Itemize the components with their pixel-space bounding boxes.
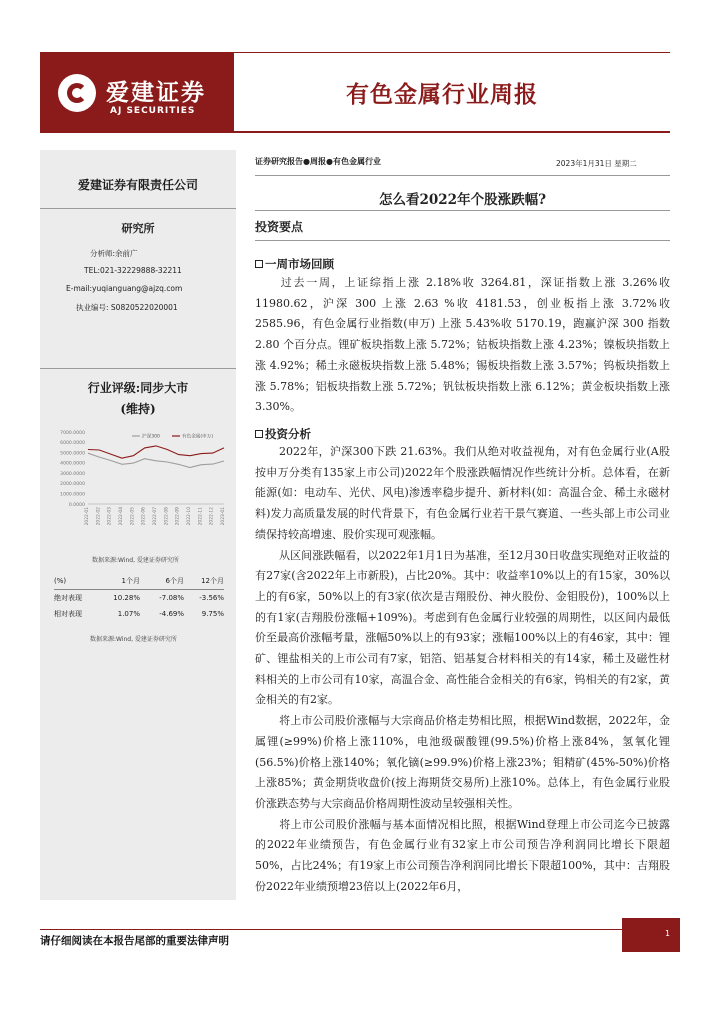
- value-12m: -3.56%: [199, 594, 224, 602]
- x-tick-label: 2022-02: [96, 507, 102, 526]
- performance-header-row: [54, 573, 224, 590]
- page-number-box: [622, 918, 680, 952]
- value-12m: 9.75%: [201, 610, 224, 618]
- table-source: 数据来源:Wind, 爱建证券研究所: [90, 636, 177, 643]
- performance-table: [54, 573, 224, 622]
- article-title: 怎么看2022年个股涨跌幅?: [379, 192, 546, 208]
- value-6m: -7.08%: [159, 594, 184, 602]
- paragraph: 将上市公司股价涨幅与大宗商品价格走势相比照，根据Wind数据，2022年，金属锂(≥99%)价格上涨110%，电池级碳酸锂(99.5%)价格上涨84%，氢氧化锂(56.5%)价格上涨140%；氧化镝(≥99.9%)价格上涨23%；钼精矿(45%-50%)价格上涨85%；黄金期货收盘价(按上海期货交易所)上涨10%。总体上，有色金属行业股价涨跌态势与大宗商品价格周期性波动呈较强相关性。: [255, 714, 670, 810]
- rating-status: (维持): [120, 402, 156, 416]
- title-rule: [255, 210, 670, 211]
- x-tick-label: 2022-04: [119, 507, 124, 526]
- y-tick-label: 0.0000: [68, 502, 85, 508]
- analyst-name: 分析师:余前广: [90, 249, 138, 258]
- section-heading-market-review: 一周市场回顾: [255, 256, 334, 272]
- y-tick-label: 1000.0000: [60, 492, 85, 498]
- section-heading-investment-analysis: 投资分析: [255, 426, 311, 442]
- logo-swoosh-icon: [67, 83, 87, 103]
- paragraph-market-review: 过去一周，上证综指上涨 2.18%收 3264.81，深证指数上涨 3.26%收 11980.62，沪深 300 上涨 2.63 %收 4181.53，创业板指上涨 3.72%收 2585.96，有色金属行业指数(申万) 上涨 5.43%收 5170.19，跑赢沪深 300 指数 2.80 个百分点。锂矿板块指数上涨 5.72%；钴板块指数上涨 4.23%；镍板块指数上涨 4.92%；稀土永磁板块指数上涨 5.48%；锡板块指数上涨 3.57%；钨板块指数上涨 5.78%；铝板块指数上涨 5.72%；钒钛板块指数上涨 6.12%；黄金板块指数上涨 3.30%。: [255, 276, 670, 414]
- analysis-paragraph: [255, 442, 670, 897]
- paragraph: 将上市公司股价涨幅与基本面情况相比照，根据Wind登理上市公司迄今已披露的2022年业绩预告，有色金属行业有32家上市公司预告净利润同比增长下限超50%，占比24%；有19家上市公司预告净利润同比增长下限超100%，其中：吉翔股份2022年业绩预增23倍以上(2022年6月，: [255, 817, 670, 893]
- industry-rating: 行业评级:同步大市: [87, 381, 189, 395]
- meta-rule: [255, 175, 670, 176]
- x-tick-label: 2022-07: [153, 507, 158, 526]
- performance-header-cell: 1个月: [104, 573, 140, 590]
- logo-chinese-name: 爱建证券: [106, 79, 206, 106]
- y-tick-label: 6000.0000: [60, 441, 85, 447]
- index-trend-chart: [46, 426, 232, 544]
- y-tick-label: 5000.0000: [60, 451, 85, 457]
- x-tick-label: 2023-01: [221, 507, 226, 526]
- value-1m: 1.07%: [117, 610, 140, 618]
- footer-rule: [40, 929, 680, 930]
- company-logo: [40, 52, 234, 132]
- y-tick-label: 4000.0000: [60, 461, 85, 467]
- paragraph: 2022年，沪深300下跌 21.63%。我们从绝对收益视角，对有色金属行业(A股按申万分类有135家上市公司)2022年个股涨跌幅情况作些统计分析。总体看，在新能源(如：电动车、光伏、风电)渗透率稳步提升、新材料(如：高温合金、稀土永磁材料)发力高质量发展的时代背景下，有色金属行业若干景气赛道、一些头部上市公司业绩保持较高增速、股价实现可观涨幅。: [255, 445, 670, 541]
- investment-highlights-heading: 投资要点: [255, 220, 304, 234]
- value-6m: -4.69%: [159, 610, 184, 618]
- y-tick-label: 7000.0000: [60, 430, 85, 436]
- legal-disclaimer-note: 请仔细阅读在本报告尾部的重要法律声明: [40, 935, 229, 947]
- analyst-email: E-mail:yuqianguang@ajzq.com: [66, 284, 183, 293]
- sidebar: [40, 150, 236, 900]
- legend-label: 有色金属(申万): [182, 434, 214, 440]
- report-date: 2023年1月31日 星期二: [556, 159, 637, 168]
- x-tick-label: 2022-09: [175, 507, 181, 526]
- logo-english-name: AJ SECURITIES: [110, 106, 196, 116]
- report-title: 有色金属行业周报: [346, 81, 538, 108]
- checkbox-bullet-icon: [255, 430, 263, 438]
- page-number: 1: [665, 929, 671, 938]
- x-tick-label: 2022-01: [85, 507, 90, 526]
- performance-header-cell: 12个月: [184, 573, 224, 590]
- report-category: 证券研究报告●周报●有色金属行业: [255, 157, 381, 166]
- chart-source: 数据来源:Wind, 爱建证券研究所: [92, 557, 179, 564]
- performance-header-cell: 6个月: [140, 573, 184, 590]
- x-tick-label: 2022-06: [141, 507, 147, 526]
- department-name: 研究所: [121, 222, 155, 235]
- sidebar-divider: [40, 368, 236, 369]
- company-name: 爱建证券有限责任公司: [77, 178, 198, 192]
- y-tick-label: 3000.0000: [60, 471, 85, 477]
- index-trend-svg: [46, 426, 232, 544]
- row-label: 绝对表现: [54, 594, 82, 602]
- sidebar-divider: [40, 208, 236, 209]
- x-tick-label: 2022-11: [198, 507, 204, 526]
- value-1m: 10.28%: [113, 594, 140, 602]
- header-bottom-rule: [40, 131, 670, 133]
- performance-header-cell: (%): [54, 573, 104, 590]
- series-line-hs300: [88, 453, 224, 467]
- x-tick-label: 2022-10: [187, 507, 192, 526]
- table-row: [54, 606, 224, 622]
- subhead-rule: [255, 240, 670, 241]
- x-tick-label: 2022-12: [209, 507, 215, 526]
- analyst-cert: 执业编号: S0820522020001: [76, 303, 178, 312]
- paragraph: 从区间涨跌幅看，以2022年1月1日为基准，至12月30日收盘实现绝对正收益的有27家(含2022年上市新股)，占比20%。其中：收益率10%以上的有15家，30%以上的有6家，50%以上的有3家(依次是吉翔股份、神火股份、金钼股份)，100%以上的有1家(吉翔股份涨幅+109%)。考虑到有色金属行业较强的周期性，以区间内最低价至最高价涨幅考量，涨幅50%以上的有93家；涨幅100%以上的有46家，其中：锂矿、锂盐相关的上市公司有7家，铝箔、铝基复合材料相关的有14家，稀土及磁性材料相关的上市公司有10家，高温合金、高性能合金相关的有6家，钨相关的有2家，黄金相关的有2家。: [255, 548, 670, 707]
- table-row: [54, 590, 224, 607]
- x-tick-label: 2022-08: [164, 507, 170, 526]
- series-line-nonferrous: [88, 446, 224, 458]
- x-tick-label: 2022-03: [107, 507, 113, 526]
- checkbox-bullet-icon: [255, 260, 263, 268]
- y-tick-label: 2000.0000: [60, 482, 85, 488]
- row-label: 相对表现: [54, 610, 82, 618]
- x-tick-label: 2022-05: [130, 507, 136, 526]
- legend-label: 沪深300: [142, 434, 160, 440]
- analyst-tel: TEL:021-32229888-32211: [84, 266, 182, 275]
